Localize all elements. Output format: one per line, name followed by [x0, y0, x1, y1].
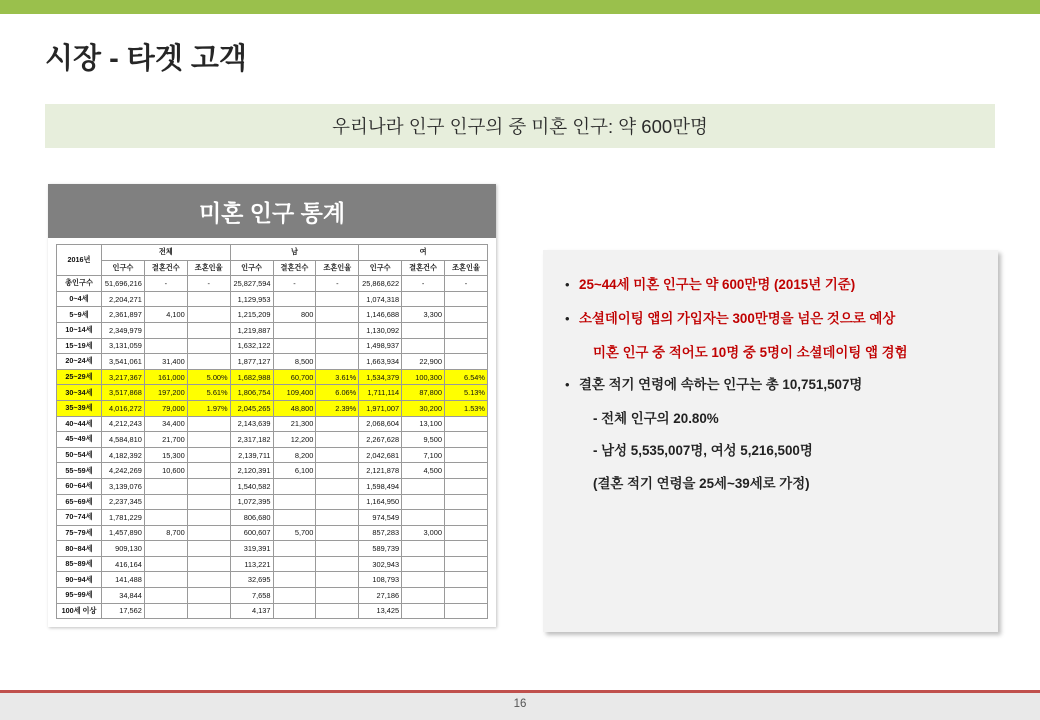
- row-label: 55~59세: [57, 463, 102, 479]
- table-cell: [273, 541, 316, 557]
- table-cell: 1,711,114: [359, 385, 402, 401]
- table-cell: [445, 494, 488, 510]
- note-line-1-text: 25~44세 미혼 인구는 약 600만명 (2015년 기준): [579, 277, 856, 292]
- table-cell: [445, 416, 488, 432]
- table-cell: 1,074,318: [359, 291, 402, 307]
- table-cell: [187, 307, 230, 323]
- table-cell: [316, 307, 359, 323]
- table-cell: [316, 510, 359, 526]
- table-cell: 5,700: [273, 525, 316, 541]
- table-cell: 2,204,271: [102, 291, 145, 307]
- table-row: [57, 541, 488, 557]
- table-cell: [402, 478, 445, 494]
- table-row: [57, 307, 488, 323]
- table-cell: [316, 432, 359, 448]
- table-cell: 7,100: [402, 447, 445, 463]
- table-cell: [316, 291, 359, 307]
- table-cell: 141,488: [102, 572, 145, 588]
- col-header-total-rate: 조혼인율: [187, 260, 230, 276]
- table-row: [57, 447, 488, 463]
- table-cell: [187, 463, 230, 479]
- note-line-3-sub-2: [565, 442, 980, 460]
- table-cell: [316, 494, 359, 510]
- table-cell: 2,121,878: [359, 463, 402, 479]
- table-cell: 600,607: [230, 525, 273, 541]
- statistics-table-head: [57, 245, 488, 276]
- table-cell: [187, 603, 230, 619]
- statistics-table-wrap: [48, 238, 496, 627]
- table-cell: [445, 432, 488, 448]
- table-cell: [144, 494, 187, 510]
- table-cell: [316, 525, 359, 541]
- table-cell: [187, 338, 230, 354]
- table-cell: 1.53%: [445, 400, 488, 416]
- table-cell: 113,221: [230, 556, 273, 572]
- table-cell: [402, 494, 445, 510]
- table-cell: [445, 556, 488, 572]
- table-cell: 8,700: [144, 525, 187, 541]
- table-cell: 6,100: [273, 463, 316, 479]
- table-cell: -: [316, 276, 359, 292]
- table-cell: 3,541,061: [102, 354, 145, 370]
- table-cell: 1,682,988: [230, 369, 273, 385]
- table-cell: 1,219,887: [230, 322, 273, 338]
- table-cell: -: [187, 276, 230, 292]
- table-cell: 1,632,122: [230, 338, 273, 354]
- table-cell: [187, 572, 230, 588]
- row-label: 50~54세: [57, 447, 102, 463]
- note-line-2-sub: [565, 344, 980, 362]
- table-row: [57, 478, 488, 494]
- statistics-table: [56, 244, 488, 619]
- table-row: [57, 369, 488, 385]
- table-cell: [445, 291, 488, 307]
- table-cell: 13,425: [359, 603, 402, 619]
- table-cell: 108,793: [359, 572, 402, 588]
- table-cell: [316, 572, 359, 588]
- table-cell: [144, 510, 187, 526]
- table-cell: 60,700: [273, 369, 316, 385]
- subtitle-text: 우리나라 인구 인구의 중 미혼 인구: 약 600만명: [332, 116, 708, 137]
- table-cell: [273, 572, 316, 588]
- table-cell: [316, 478, 359, 494]
- row-label: 75~79세: [57, 525, 102, 541]
- table-cell: 416,164: [102, 556, 145, 572]
- table-cell: 31,400: [144, 354, 187, 370]
- table-cell: 13,100: [402, 416, 445, 432]
- table-cell: [316, 416, 359, 432]
- table-cell: [187, 447, 230, 463]
- table-cell: 3,000: [402, 525, 445, 541]
- note-line-2-sub-text: 미혼 인구 중 적어도 10명 중 5명이 소셜데이팅 앱 경험: [593, 345, 908, 361]
- table-cell: 909,130: [102, 541, 145, 557]
- table-cell: [144, 603, 187, 619]
- table-cell: 5.13%: [445, 385, 488, 401]
- table-cell: [273, 322, 316, 338]
- table-cell: 3,517,868: [102, 385, 145, 401]
- table-cell: 319,391: [230, 541, 273, 557]
- table-cell: [445, 478, 488, 494]
- table-cell: [402, 541, 445, 557]
- table-cell: [187, 478, 230, 494]
- table-row: [57, 588, 488, 604]
- table-cell: [187, 291, 230, 307]
- table-row: [57, 385, 488, 401]
- table-cell: 79,000: [144, 400, 187, 416]
- row-label: 90~94세: [57, 572, 102, 588]
- col-header-female-pop: 인구수: [359, 260, 402, 276]
- table-cell: [445, 588, 488, 604]
- table-cell: -: [445, 276, 488, 292]
- table-cell: [445, 463, 488, 479]
- table-cell: -: [273, 276, 316, 292]
- table-cell: [445, 447, 488, 463]
- row-label: 95~99세: [57, 588, 102, 604]
- col-header-total-pop: 인구수: [102, 260, 145, 276]
- table-cell: 4,100: [144, 307, 187, 323]
- table-cell: [316, 354, 359, 370]
- table-cell: 8,500: [273, 354, 316, 370]
- table-cell: 25,827,594: [230, 276, 273, 292]
- table-cell: [187, 354, 230, 370]
- row-label: 70~74세: [57, 510, 102, 526]
- table-cell: 4,137: [230, 603, 273, 619]
- table-row: [57, 525, 488, 541]
- group-header-female: 여: [359, 245, 488, 261]
- table-cell: 2,139,711: [230, 447, 273, 463]
- statistics-card: [48, 184, 496, 627]
- table-cell: 5.00%: [187, 369, 230, 385]
- table-cell: 1,215,209: [230, 307, 273, 323]
- table-row: [57, 603, 488, 619]
- table-cell: [445, 307, 488, 323]
- table-cell: [187, 556, 230, 572]
- note-line-1: [565, 276, 980, 294]
- col-header-male-marriages: 결혼건수: [273, 260, 316, 276]
- table-cell: 3,300: [402, 307, 445, 323]
- col-header-female-rate: 조혼인율: [445, 260, 488, 276]
- row-label: 0~4세: [57, 291, 102, 307]
- table-cell: 302,943: [359, 556, 402, 572]
- table-cell: 1,129,953: [230, 291, 273, 307]
- group-header-male: 남: [230, 245, 359, 261]
- table-cell: 1,781,229: [102, 510, 145, 526]
- table-cell: [273, 478, 316, 494]
- table-cell: 48,800: [273, 400, 316, 416]
- table-cell: [144, 556, 187, 572]
- table-cell: 2,042,681: [359, 447, 402, 463]
- table-cell: [187, 541, 230, 557]
- table-cell: [144, 588, 187, 604]
- row-label: 15~19세: [57, 338, 102, 354]
- table-row: [57, 291, 488, 307]
- table-cell: 21,700: [144, 432, 187, 448]
- row-label: 35~39세: [57, 400, 102, 416]
- table-cell: 2,361,897: [102, 307, 145, 323]
- table-cell: 2,317,182: [230, 432, 273, 448]
- table-cell: [144, 478, 187, 494]
- table-cell: 6.54%: [445, 369, 488, 385]
- table-cell: 1,130,092: [359, 322, 402, 338]
- table-row: [57, 416, 488, 432]
- page-number: 16: [513, 698, 527, 710]
- table-cell: 1,072,395: [230, 494, 273, 510]
- table-cell: 806,680: [230, 510, 273, 526]
- table-cell: 589,739: [359, 541, 402, 557]
- row-label: 5~9세: [57, 307, 102, 323]
- table-cell: 1,534,379: [359, 369, 402, 385]
- table-cell: [144, 322, 187, 338]
- table-cell: 51,696,216: [102, 276, 145, 292]
- table-cell: [445, 572, 488, 588]
- table-cell: 3,139,076: [102, 478, 145, 494]
- table-cell: 100,300: [402, 369, 445, 385]
- row-label: 10~14세: [57, 322, 102, 338]
- table-cell: [144, 541, 187, 557]
- group-header-total: 전체: [102, 245, 231, 261]
- table-cell: [316, 322, 359, 338]
- table-cell: -: [402, 276, 445, 292]
- table-cell: [144, 291, 187, 307]
- row-label: 100세 이상: [57, 603, 102, 619]
- table-cell: 857,283: [359, 525, 402, 541]
- table-cell: 197,200: [144, 385, 187, 401]
- row-label: 30~34세: [57, 385, 102, 401]
- table-cell: [402, 322, 445, 338]
- table-cell: 1,877,127: [230, 354, 273, 370]
- table-cell: 1,498,937: [359, 338, 402, 354]
- table-cell: [187, 416, 230, 432]
- table-cell: [273, 588, 316, 604]
- table-cell: [316, 588, 359, 604]
- note-line-2: [565, 310, 980, 328]
- table-cell: [316, 603, 359, 619]
- col-header-male-rate: 조혼인율: [316, 260, 359, 276]
- row-label: 80~84세: [57, 541, 102, 557]
- table-cell: 8,200: [273, 447, 316, 463]
- table-cell: 17,562: [102, 603, 145, 619]
- row-label: 45~49세: [57, 432, 102, 448]
- table-row: [57, 510, 488, 526]
- table-cell: 1,663,934: [359, 354, 402, 370]
- table-cell: 1,457,890: [102, 525, 145, 541]
- note-line-3-sub-2-text: - 남성 5,535,007명, 여성 5,216,500명: [593, 443, 813, 459]
- col-header-total-marriages: 결혼건수: [144, 260, 187, 276]
- table-cell: 2,237,345: [102, 494, 145, 510]
- table-cell: 2.39%: [316, 400, 359, 416]
- table-cell: 34,844: [102, 588, 145, 604]
- table-cell: [316, 447, 359, 463]
- table-row: [57, 432, 488, 448]
- note-line-3-sub-3-text: (결혼 적기 연령을 25세~39세로 가정): [593, 475, 810, 491]
- table-cell: 4,016,272: [102, 400, 145, 416]
- table-cell: 27,186: [359, 588, 402, 604]
- note-line-3-sub-1: [565, 410, 980, 428]
- table-cell: 4,500: [402, 463, 445, 479]
- table-row: [57, 338, 488, 354]
- table-cell: 2,349,979: [102, 322, 145, 338]
- table-cell: [402, 588, 445, 604]
- table-cell: 161,000: [144, 369, 187, 385]
- table-cell: 4,242,269: [102, 463, 145, 479]
- page-title: 시장 - 타겟 고객: [45, 43, 247, 75]
- table-cell: 2,143,639: [230, 416, 273, 432]
- statistics-card-header: [48, 184, 496, 238]
- table-cell: 1.97%: [187, 400, 230, 416]
- table-cell: [187, 494, 230, 510]
- table-cell: [445, 603, 488, 619]
- row-label: 60~64세: [57, 478, 102, 494]
- table-cell: [273, 603, 316, 619]
- col-header-female-marriages: 결혼건수: [402, 260, 445, 276]
- table-cell: [445, 354, 488, 370]
- table-cell: [402, 338, 445, 354]
- table-cell: [187, 322, 230, 338]
- table-group-header-row: [57, 245, 488, 261]
- table-cell: [316, 338, 359, 354]
- table-cell: 4,212,243: [102, 416, 145, 432]
- table-cell: 22,900: [402, 354, 445, 370]
- table-cell: 3,131,059: [102, 338, 145, 354]
- note-line-3-sub-1-text: - 전체 인구의 20.80%: [593, 411, 719, 427]
- table-cell: [187, 510, 230, 526]
- table-cell: 2,045,265: [230, 400, 273, 416]
- table-cell: 4,584,810: [102, 432, 145, 448]
- table-cell: [445, 541, 488, 557]
- table-cell: [402, 556, 445, 572]
- table-cell: 7,658: [230, 588, 273, 604]
- table-row: [57, 354, 488, 370]
- table-cell: [402, 603, 445, 619]
- table-cell: 10,600: [144, 463, 187, 479]
- table-cell: 34,400: [144, 416, 187, 432]
- table-cell: [445, 322, 488, 338]
- table-cell: 4,182,392: [102, 447, 145, 463]
- note-line-2-text: 소셜데이팅 앱의 가입자는 300만명을 넘은 것으로 예상: [579, 311, 896, 327]
- table-cell: 1,164,950: [359, 494, 402, 510]
- row-label: 85~89세: [57, 556, 102, 572]
- table-cell: 2,120,391: [230, 463, 273, 479]
- table-cell: 1,806,754: [230, 385, 273, 401]
- table-cell: 2,068,604: [359, 416, 402, 432]
- table-cell: 1,598,494: [359, 478, 402, 494]
- table-row: [57, 400, 488, 416]
- table-cell: 25,868,622: [359, 276, 402, 292]
- table-cell: [187, 588, 230, 604]
- table-cell: 87,800: [402, 385, 445, 401]
- note-line-3: [565, 376, 980, 394]
- table-row: [57, 322, 488, 338]
- table-cell: [402, 510, 445, 526]
- table-cell: 15,300: [144, 447, 187, 463]
- table-cell: -: [144, 276, 187, 292]
- table-cell: 5.61%: [187, 385, 230, 401]
- table-cell: [273, 291, 316, 307]
- table-cell: 1,971,007: [359, 400, 402, 416]
- table-cell: 109,400: [273, 385, 316, 401]
- row-label: 25~29세: [57, 369, 102, 385]
- table-cell: 3,217,367: [102, 369, 145, 385]
- table-column-header-row: [57, 260, 488, 276]
- table-cell: [402, 572, 445, 588]
- table-cell: 1,146,688: [359, 307, 402, 323]
- table-row: [57, 463, 488, 479]
- table-cell: [316, 541, 359, 557]
- table-cell: 974,549: [359, 510, 402, 526]
- table-cell: [445, 338, 488, 354]
- table-cell: [316, 463, 359, 479]
- table-cell: 12,200: [273, 432, 316, 448]
- table-cell: 30,200: [402, 400, 445, 416]
- table-cell: 6.06%: [316, 385, 359, 401]
- table-cell: [273, 556, 316, 572]
- col-header-male-pop: 인구수: [230, 260, 273, 276]
- table-row: [57, 494, 488, 510]
- table-cell: [316, 556, 359, 572]
- table-row: [57, 276, 488, 292]
- table-cell: [187, 525, 230, 541]
- notes-card: [543, 250, 998, 632]
- table-cell: [273, 338, 316, 354]
- note-line-3-sub-3: [565, 475, 980, 493]
- note-line-3-text: 결혼 적기 연령에 속하는 인구는 총 10,751,507명: [579, 377, 863, 393]
- table-cell: 3.61%: [316, 369, 359, 385]
- table-cell: [445, 525, 488, 541]
- table-cell: 2,267,628: [359, 432, 402, 448]
- table-cell: [273, 494, 316, 510]
- statistics-card-title: 미혼 인구 통계: [198, 199, 346, 226]
- table-cell: [144, 338, 187, 354]
- table-cell: 800: [273, 307, 316, 323]
- row-label: 40~44세: [57, 416, 102, 432]
- table-cell: [445, 510, 488, 526]
- table-cell: 1,540,582: [230, 478, 273, 494]
- table-row: [57, 572, 488, 588]
- table-cell: [402, 291, 445, 307]
- table-cell: [187, 432, 230, 448]
- table-cell: [273, 510, 316, 526]
- subtitle-band: [45, 104, 995, 148]
- row-label: 65~69세: [57, 494, 102, 510]
- statistics-table-body: [57, 276, 488, 619]
- table-row: [57, 556, 488, 572]
- row-label: 총인구수: [57, 276, 102, 292]
- table-cell: 9,500: [402, 432, 445, 448]
- table-cell: 32,695: [230, 572, 273, 588]
- table-cell: [144, 572, 187, 588]
- group-header-year: 2016년: [57, 245, 102, 276]
- top-accent-bar: [0, 0, 1040, 14]
- table-cell: 21,300: [273, 416, 316, 432]
- row-label: 20~24세: [57, 354, 102, 370]
